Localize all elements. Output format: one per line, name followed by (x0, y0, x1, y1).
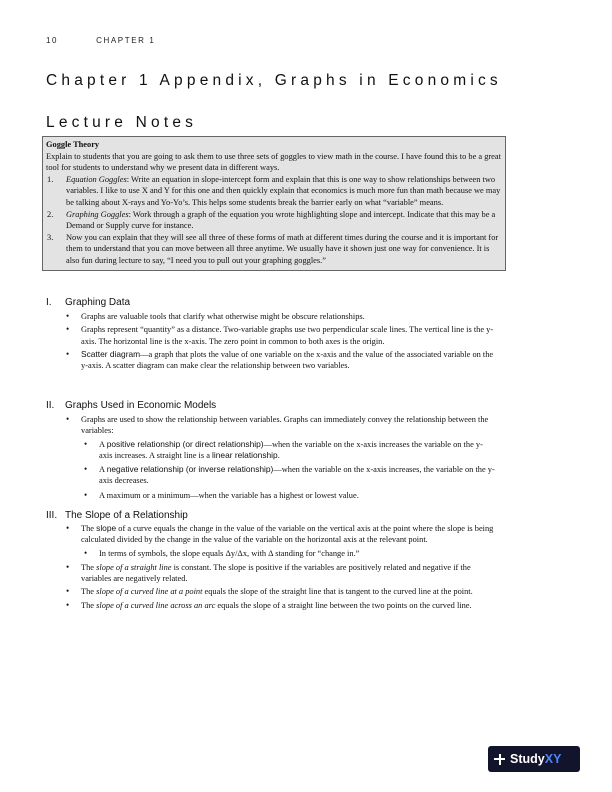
list-item: • The slope of a curved line at a point equals the slope of the straight line that is tangent to the curved line at the point. (66, 586, 496, 597)
list-item: • Graphs are used to show the relationship between variables. Graphs can immediately convey the relationship between the variables: • A positive relationship (or direct relationship)—when the variable on the x-axis increases the variable on the y-axis increases. A straight line is a linear relationship. • A negative relationship (or inverse relationship)—when the variable on the x-axis increases, the variable on the y-axis decreases. • A maximum or a minimum—when the variable has a highest or lowest value. (66, 414, 496, 501)
list-item: 1. Equation Goggles: Write an equation in slope-intercept form and explain that this is one way to show relationships between two variables. I like to use X and Y for this one and then quickly explain that economics is much more fun than math because we may be talking about X-rays and Yo-Yo’s. This helps some students break the barrier early on what “variable” means. (47, 174, 501, 207)
goggle-list (46, 174, 501, 267)
plus-icon (488, 746, 510, 772)
section-heading: Lecture Notes (46, 114, 198, 131)
list-item: • The slope of a straight line is constant. The slope is positive if the variables are positively related and negative if the variables are negatively related. (66, 562, 496, 585)
section-3-list (66, 523, 496, 613)
box-title: Goggle Theory (46, 140, 100, 149)
list-item: • Graphs are valuable tools that clarify what otherwise might be obscure relationships. (66, 311, 496, 322)
section-1-heading: I. Graphing Data (46, 297, 131, 308)
list-item: • A negative relationship (or inverse relationship)—when the variable on the x-axis increases, the variable on the y-axis decreases. (81, 464, 496, 487)
list-item: • In terms of symbols, the slope equals Δy/Δx, with Δ standing for “change in.” (81, 548, 496, 559)
page-title: Chapter 1 Appendix, Graphs in Economics (46, 72, 502, 89)
chapter-label: CHAPTER 1 (96, 36, 156, 45)
list-item: • A positive relationship (or direct relationship)—when the variable on the x-axis increases the variable on the y-axis increases. A straight line is a linear relationship. (81, 439, 496, 462)
logo-text: StudyXY (510, 752, 562, 766)
page-number: 10 (46, 36, 59, 45)
goggle-theory-box (42, 136, 506, 271)
section-1-list (66, 311, 496, 373)
list-item: • The slope of a curved line across an arc equals the slope of a straight line between the two points on the curved line. (66, 600, 496, 611)
section-2-sublist (81, 439, 496, 501)
list-item: • Scatter diagram—a graph that plots the value of one variable on the x-axis and the value of the associated variable on the y-axis. A scatter diagram can make clear the relationship between two variables. (66, 349, 496, 372)
list-item: 3. Now you can explain that they will see all three of these forms of math at different times during the course and it is important for them to understand that you can move between all three anytime. We usually have it shown just one way for convenience. It is also fun during lecture to say, “I need you to pull out your graphing goggles.” (47, 232, 499, 265)
list-item: 2. Graphing Goggles: Work through a graph of the equation you wrote highlighting slope and intercept. Indicate that this may be a Demand or Supply curve for instance. (47, 209, 496, 231)
section-3-heading: III. The Slope of a Relationship (46, 510, 188, 521)
list-item: • Graphs represent “quantity” as a distance. Two-variable graphs use two perpendicular scale lines. The vertical line is the y-axis. The horizontal line is the x-axis. The zero point in common to both axes is the origin. (66, 324, 496, 347)
studyxy-logo (488, 746, 580, 772)
section-2-list (66, 414, 496, 504)
section-3-sublist (81, 548, 496, 559)
box-intro: Explain to students that you are going to ask them to use three sets of goggles to view math in the course. I have found this to be a great tool for students to understand why we present data in different ways. (46, 151, 501, 173)
list-item: • The slope of a curve equals the change in the value of the variable on the vertical axis at the point where the slope is being calculated divided by the change in the value of the variable on the horizontal axis at the relevant point. • In terms of symbols, the slope equals Δy/Δx, with Δ standing for “change in.” (66, 523, 496, 559)
section-2-heading: II. Graphs Used in Economic Models (46, 400, 217, 411)
list-item: • A maximum or a minimum—when the variable has a highest or lowest value. (81, 490, 496, 501)
page-header (46, 36, 155, 45)
